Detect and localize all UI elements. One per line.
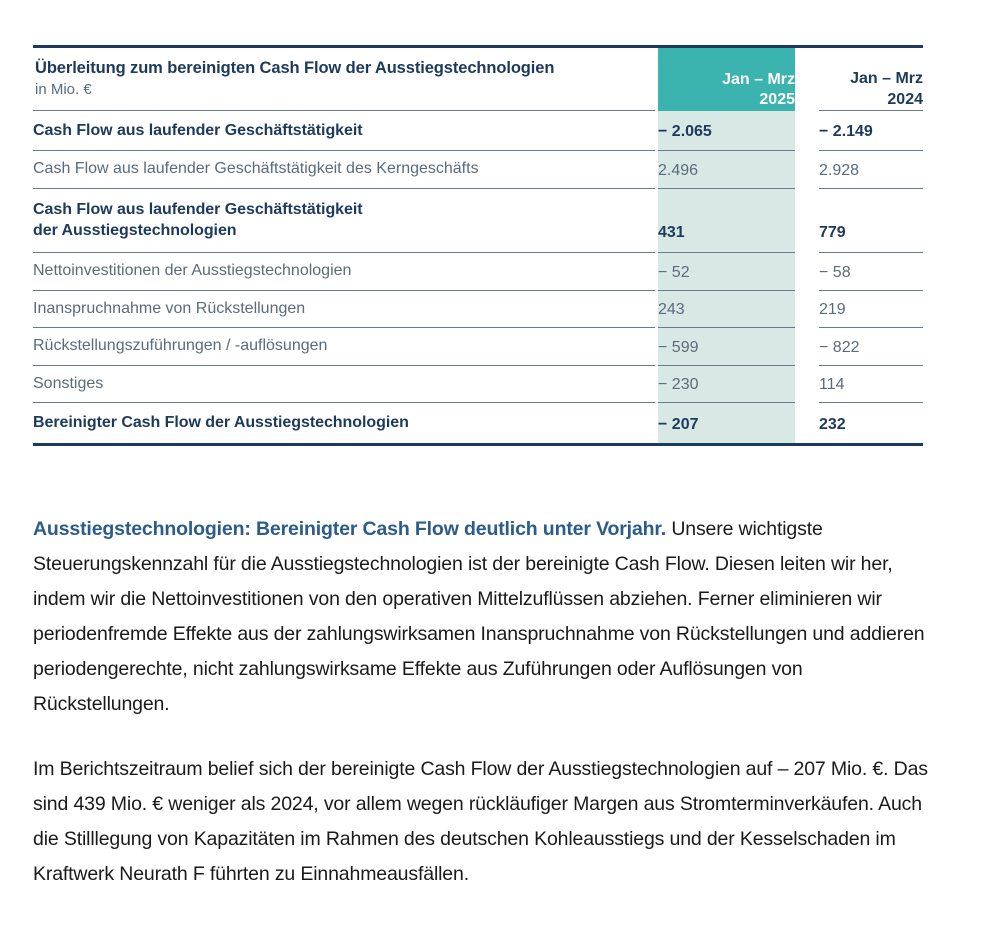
column-header-previous xyxy=(819,47,923,111)
column-header-previous-year: 2024 xyxy=(887,90,923,108)
column-header-current-period: Jan – Mrz xyxy=(722,70,795,88)
cash-flow-table-container xyxy=(33,45,923,446)
table-row xyxy=(33,151,923,189)
table-title-cell xyxy=(33,47,655,111)
table-row xyxy=(33,291,923,329)
column-header-current xyxy=(658,47,795,111)
table-row xyxy=(33,366,923,404)
column-gap-2 xyxy=(795,189,819,253)
row-value-current-cell xyxy=(658,111,795,152)
row-label-cell xyxy=(33,403,655,444)
row-value-current: − 2.065 xyxy=(658,123,712,141)
paragraph-2: Im Berichtszeitraum belief sich der bereinigte Cash Flow der Ausstiegstechnologien auf – 207 Mio. €. Das sind 439 Mio. € weniger als 2024, vor allem wegen rückläufiger Margen aus Stromterminverkäufen. Auch die Stilllegung von Kapazitäten im Rahmen des deutschen Kohleausstiegs und der Kesselschaden im Kraftwerk Neurath F führten zu Einnahmeausfällen. xyxy=(33,758,928,885)
row-label-cell xyxy=(33,291,655,329)
row-value-current-cell xyxy=(658,403,795,444)
row-value-current: 431 xyxy=(658,224,685,242)
table-body xyxy=(33,111,923,445)
row-value-current: 243 xyxy=(658,301,685,319)
column-gap-2 xyxy=(795,151,819,189)
row-label: Inanspruchnahme von Rückstellungen xyxy=(33,299,306,317)
row-label-line-2: der Ausstiegstechnologien xyxy=(33,222,237,240)
row-label: Bereinigter Cash Flow der Ausstiegstechnologien xyxy=(33,414,409,432)
row-label-cell xyxy=(33,111,655,152)
cash-flow-table xyxy=(33,45,923,446)
column-gap-2 xyxy=(795,366,819,404)
column-gap-2 xyxy=(795,111,819,152)
column-gap-2 xyxy=(795,403,819,444)
row-value-previous-cell xyxy=(819,111,923,152)
row-value-current-cell xyxy=(658,151,795,189)
row-label-line-1: Cash Flow aus laufender Geschäftstätigkeit xyxy=(33,200,363,218)
row-label: Sonstiges xyxy=(33,374,104,392)
row-label-cell xyxy=(33,253,655,291)
paragraph-1-text: Unsere wichtigste Steuerungskennzahl für die Ausstiegstechnologien ist der bereinigte Cash Flow. Diesen leiten wir her, indem wir die Nettoinvestitionen von den operativen Mittelzuflüssen abziehen. Ferner eliminieren wir periodenfremde Effekte aus der zahlungswirksamen Inanspruchnahme von Rückstellungen und addieren periodengerechte, nicht zahlungswirksame Effekte aus Zuführungen oder Auflösungen von Rückstellungen. xyxy=(33,518,925,715)
row-value-previous: 219 xyxy=(819,301,846,319)
row-value-previous: 114 xyxy=(819,376,845,394)
column-gap-2 xyxy=(795,253,819,291)
table-row xyxy=(33,253,923,291)
row-label: Rückstellungszuführungen / -auflösungen xyxy=(33,337,328,355)
table-row xyxy=(33,328,923,366)
row-value-current-cell xyxy=(658,291,795,329)
row-value-current: 2.496 xyxy=(658,161,699,179)
table-header-row xyxy=(33,47,923,111)
row-value-previous-cell xyxy=(819,253,923,291)
row-value-current-cell xyxy=(658,366,795,404)
row-value-previous: 232 xyxy=(819,416,846,434)
column-header-previous-period: Jan – Mrz xyxy=(850,70,923,88)
row-label-cell xyxy=(33,366,655,404)
row-label: Cash Flow aus laufender Geschäftstätigkeit des Kerngeschäfts xyxy=(33,160,479,178)
row-value-current: − 207 xyxy=(658,416,699,434)
column-gap-2 xyxy=(795,328,819,366)
row-value-current: − 52 xyxy=(658,263,690,281)
table-subtitle: in Mio. € xyxy=(35,81,92,99)
row-value-previous-cell xyxy=(819,366,923,404)
row-value-current: − 230 xyxy=(658,376,699,394)
row-label-cell xyxy=(33,151,655,189)
table-row xyxy=(33,189,923,253)
paragraph-1 xyxy=(33,512,933,722)
row-value-current-cell xyxy=(658,328,795,366)
row-value-previous-cell xyxy=(819,189,923,253)
row-value-previous-cell xyxy=(819,403,923,444)
column-header-current-year: 2025 xyxy=(759,91,795,109)
row-label-cell xyxy=(33,189,655,253)
row-value-previous: − 822 xyxy=(819,338,860,356)
row-value-current-cell xyxy=(658,189,795,253)
row-value-previous-cell xyxy=(819,328,923,366)
row-value-current: − 599 xyxy=(658,338,699,356)
row-value-previous-cell xyxy=(819,291,923,329)
row-label: Nettoinvestitionen der Ausstiegstechnologien xyxy=(33,262,352,280)
row-label: Cash Flow aus laufender Geschäftstätigkeit xyxy=(33,121,363,139)
body-copy xyxy=(33,512,933,892)
column-gap-2 xyxy=(795,47,819,111)
table-title: Überleitung zum bereinigten Cash Flow der Ausstiegstechnologien xyxy=(35,59,555,77)
column-gap-2 xyxy=(795,291,819,329)
row-value-previous: 779 xyxy=(819,224,846,242)
row-value-previous: 2.928 xyxy=(819,161,860,179)
row-value-previous: − 2.149 xyxy=(819,123,873,141)
table-header xyxy=(33,47,923,111)
row-value-current-cell xyxy=(658,253,795,291)
paragraph-1-lead: Ausstiegstechnologien: Bereinigter Cash Flow deutlich unter Vorjahr. xyxy=(33,518,667,540)
table-row xyxy=(33,111,923,152)
row-label-cell xyxy=(33,328,655,366)
row-value-previous-cell xyxy=(819,151,923,189)
row-value-previous: − 58 xyxy=(819,263,851,281)
table-row-total xyxy=(33,403,923,444)
